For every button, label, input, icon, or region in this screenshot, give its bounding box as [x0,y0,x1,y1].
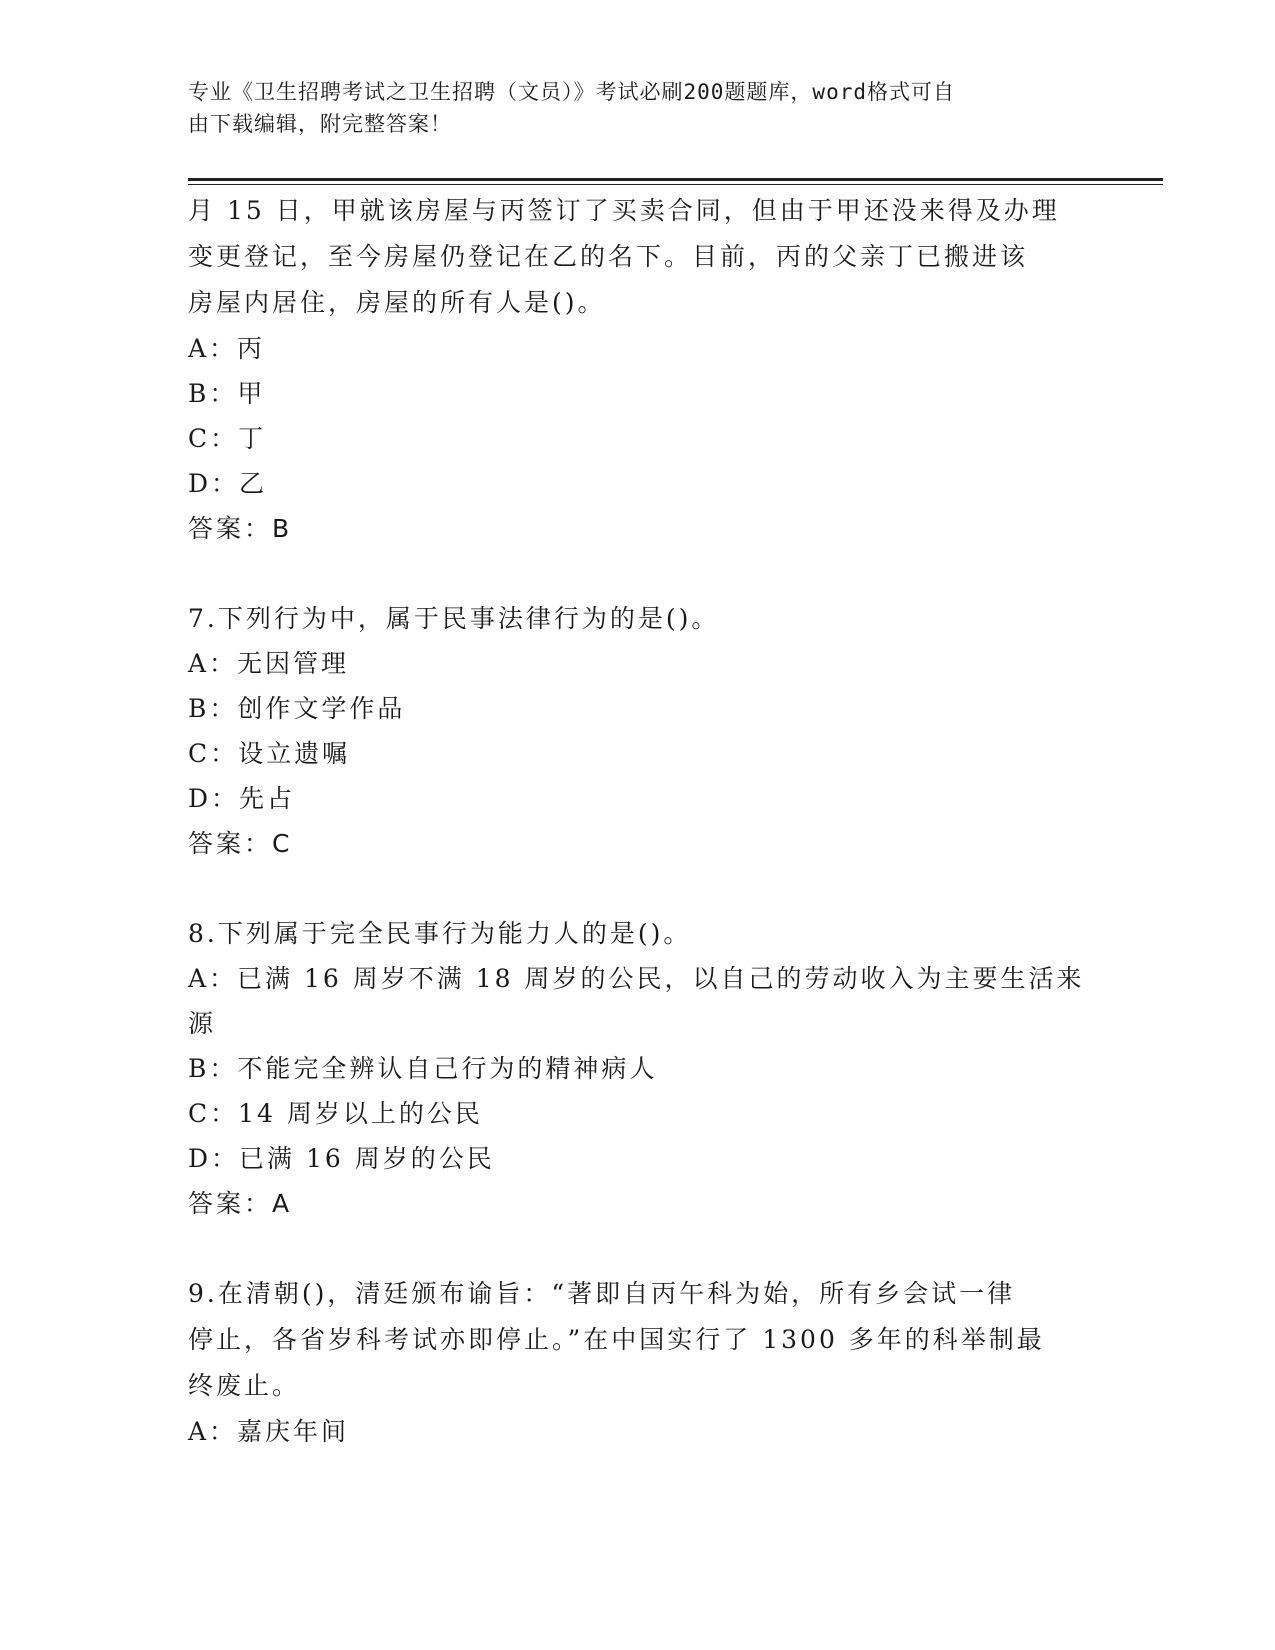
document-body [188,188,1088,1454]
header-divider-thin [188,184,1163,185]
option-c: C：设立遗嘱 [188,739,351,768]
option-b: B：创作文学作品 [188,694,406,723]
option-a: A：已满 16 周岁不满 18 周岁的公民，以自己的劳动收入为主要生活来 [188,964,1085,993]
option-d: D：乙 [188,469,268,498]
answer-label: 答案：B [188,514,293,543]
option-a-continuation: 源 [188,1009,217,1038]
question-text: 8.下列属于完全民事行为能力人的是()。 [188,919,692,948]
question-8 [188,911,1088,1226]
option-c: C：丁 [188,424,267,453]
question-text-line: 停止，各省岁科考试亦即停止。”在中国实行了 1300 多年的科举制最 [188,1325,1045,1354]
question-text-line: 终废止。 [188,1371,301,1400]
header-line-2: 由下载编辑，附完整答案！ [188,112,452,136]
header-divider-thick [188,178,1163,181]
question-text-line: 月 15 日，甲就该房屋与丙签订了买卖合同，但由于甲还没来得及办理 [188,196,1060,225]
question-7 [188,596,1088,866]
option-b: B：不能完全辨认自己行为的精神病人 [188,1054,658,1083]
option-a: A：无因管理 [188,649,350,678]
option-a: A：丙 [188,334,266,363]
header-line-1: 专业《卫生招聘考试之卫生招聘（文员）》考试必刷200题题库，word格式可自 [188,80,955,104]
option-d: D：已满 16 周岁的公民 [188,1144,495,1173]
question-text-line: 房屋内居住，房屋的所有人是()。 [188,288,606,317]
option-b: B：甲 [188,379,266,408]
option-c: C：14 周岁以上的公民 [188,1099,483,1128]
question-6-continuation [188,188,1088,551]
answer-label: 答案：C [188,829,293,858]
question-text-line: 9.在清朝()，清廷颁布谕旨：“著即自丙午科为始，所有乡会试一律 [188,1279,1016,1308]
option-d: D：先占 [188,784,296,813]
option-a: A：嘉庆年间 [188,1417,350,1446]
document-header [188,76,1068,140]
question-text: 7.下列行为中，属于民事法律行为的是()。 [188,604,720,633]
question-text-line: 变更登记，至今房屋仍登记在乙的名下。目前，丙的父亲丁已搬进该 [188,242,1029,271]
question-9 [188,1271,1088,1454]
answer-label: 答案：A [188,1189,293,1218]
